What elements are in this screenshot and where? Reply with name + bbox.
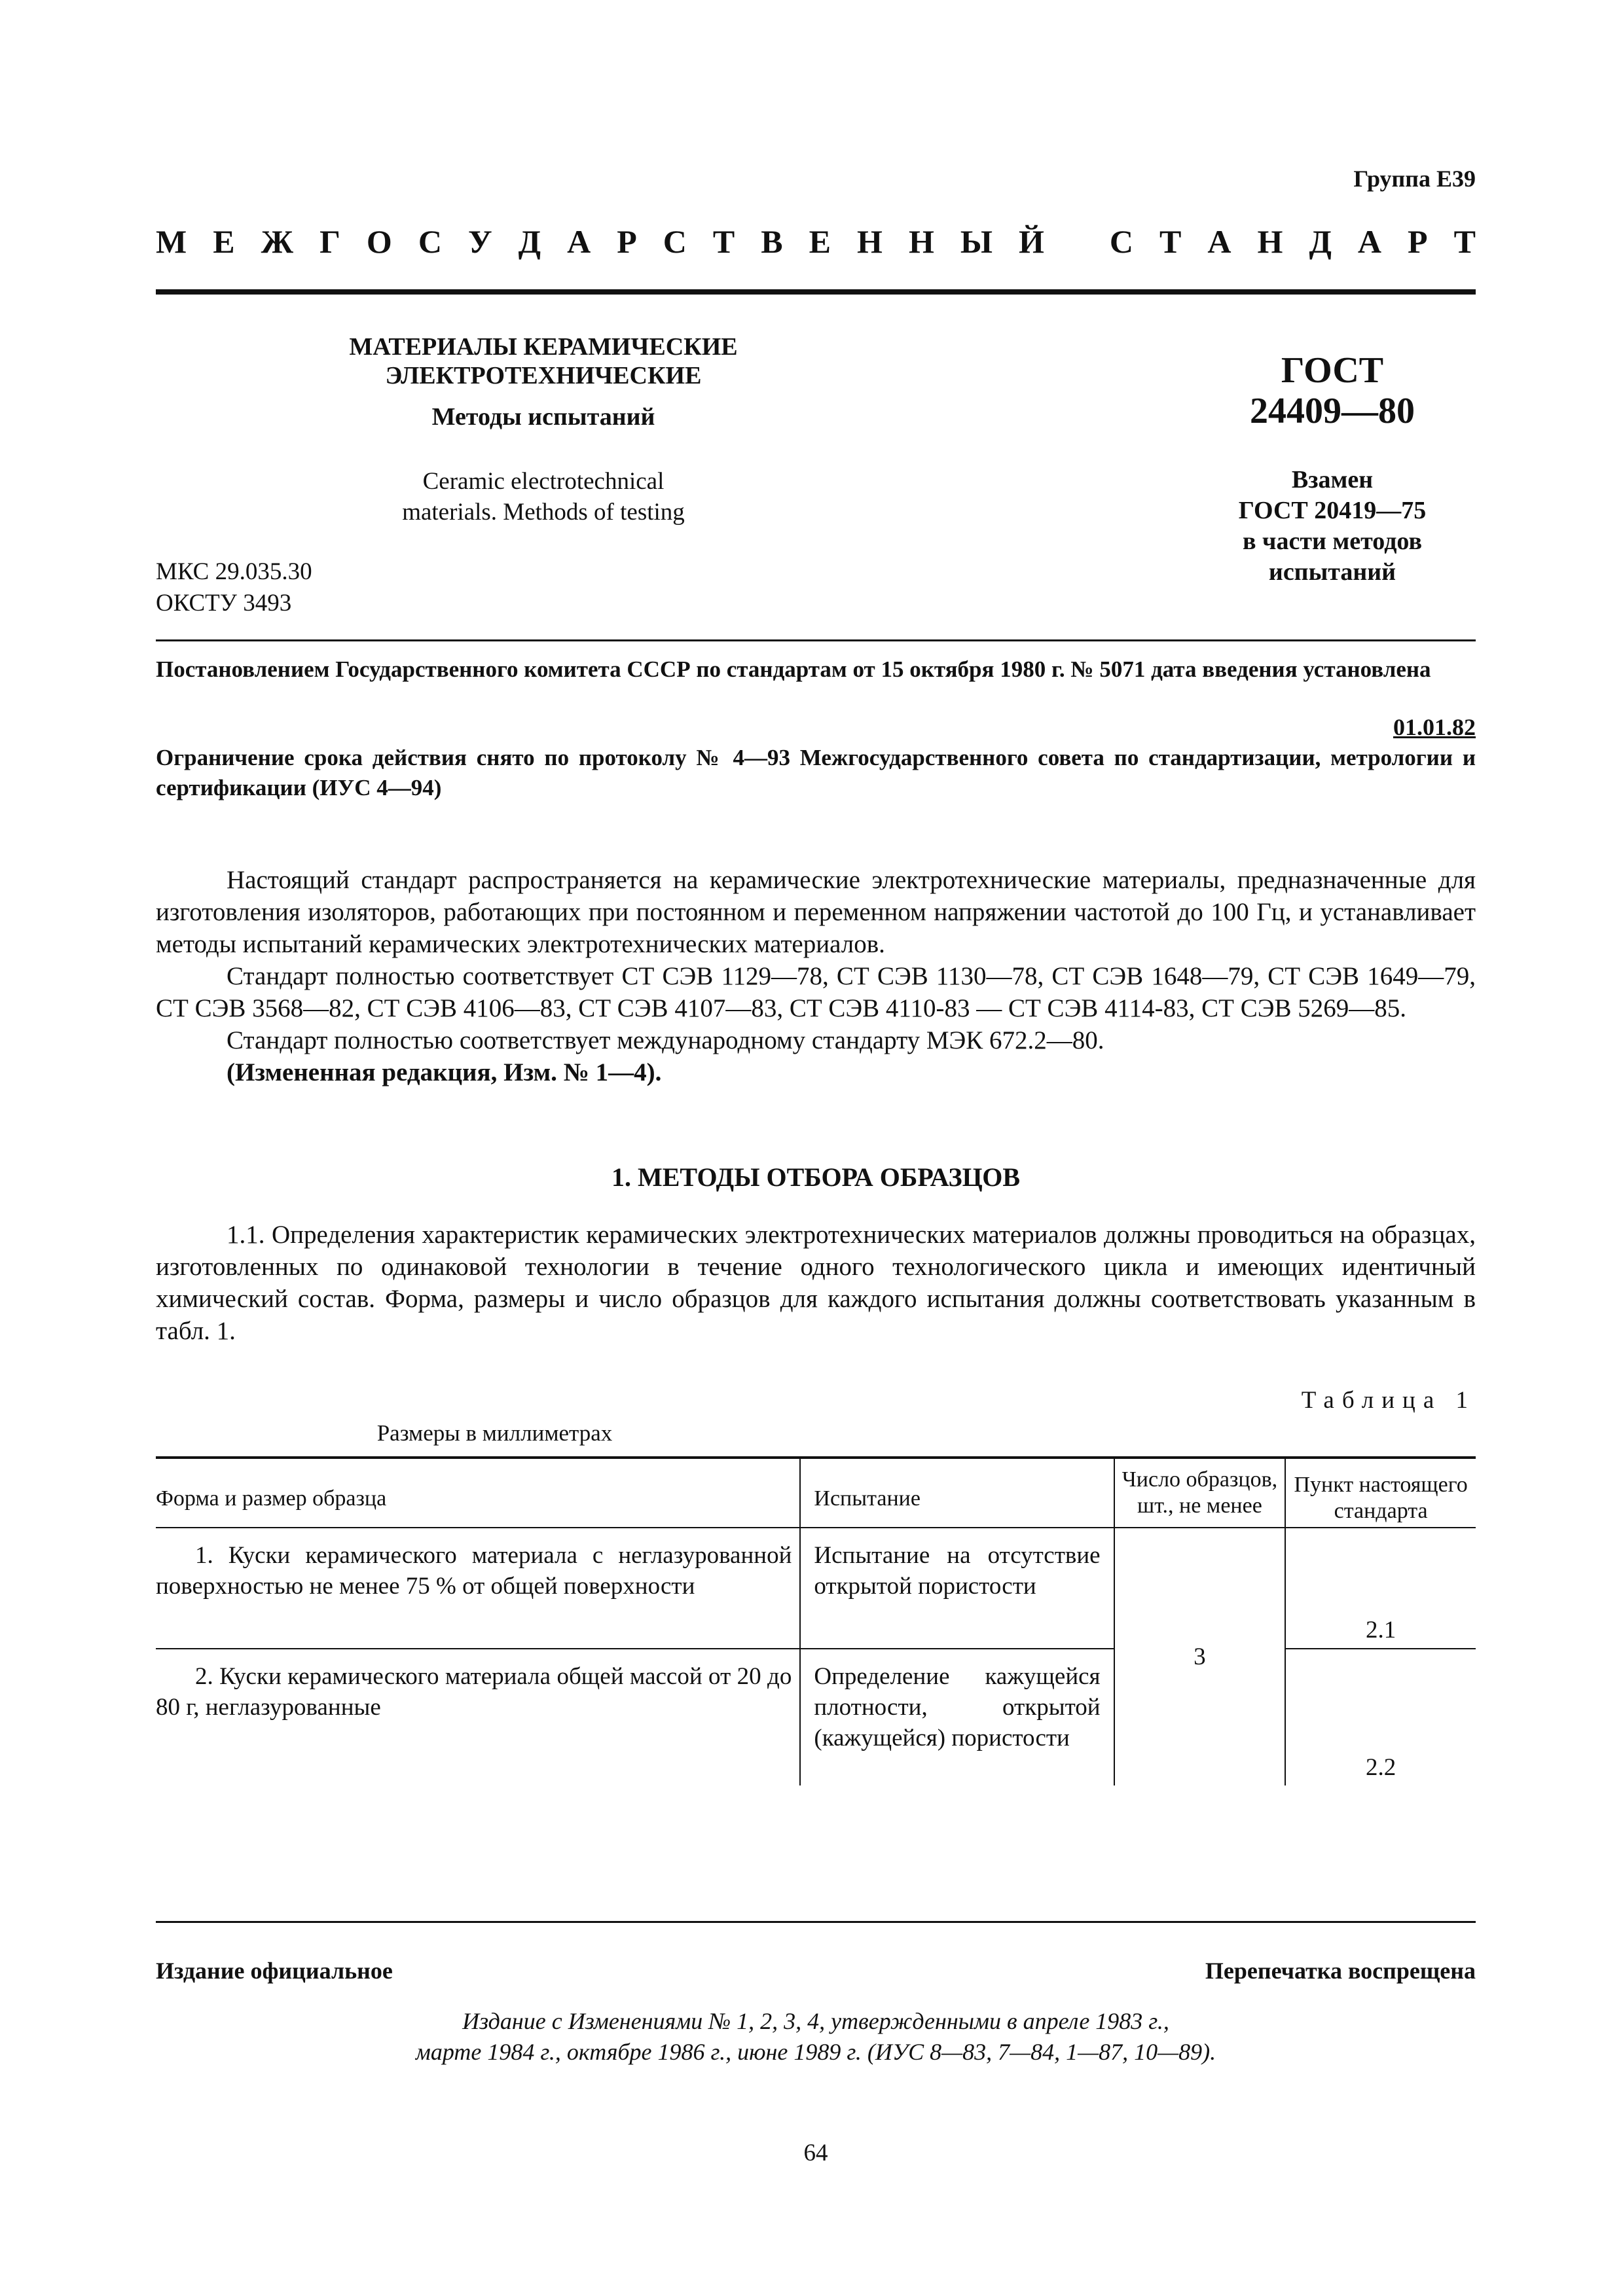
- replaces-line2: ГОСТ 20419—75: [1238, 497, 1427, 524]
- heading-letter: Н: [857, 223, 883, 260]
- changes-line2: марте 1984 г., октябре 1986 г., июне 1989 г. (ИУС 8—83, 7—84, 1—87, 10—89).: [415, 2039, 1216, 2065]
- intro-section: [156, 864, 1476, 1088]
- footer-divider: [156, 1921, 1476, 1923]
- table-cell-form: [156, 1528, 800, 1649]
- classification-codes: [156, 556, 312, 619]
- heading-letter: Н: [908, 223, 934, 260]
- interstate-standard-heading: [156, 223, 1476, 260]
- heading-letter: Р: [617, 223, 637, 260]
- heading-letter: [1070, 223, 1084, 260]
- document-subtitle: Методы испытаний: [431, 403, 655, 431]
- section-1-body: [156, 1219, 1476, 1347]
- heading-letter: Ж: [261, 223, 294, 260]
- samples-table: [156, 1456, 1476, 1785]
- table-header-cell: Форма и размер образца: [156, 1458, 800, 1528]
- heading-letter: Р: [1408, 223, 1428, 260]
- table-cell-form-text: 2. Куски керамического материала общей массой от 20 до 80 г, неглазурованные: [156, 1663, 792, 1721]
- replaces-block: [1188, 465, 1476, 588]
- heading-letter: Д: [518, 223, 541, 260]
- english-title-line1: Ceramic electrotechnical: [422, 468, 665, 495]
- table-header-cell: Пункт настоящего стандарта: [1285, 1458, 1476, 1528]
- table-cell-test: Определение кажущейся плотности, открытой (кажущейся) пористости: [800, 1649, 1114, 1785]
- document-title: МАТЕРИАЛЫ КЕРАМИЧЕСКИЕ ЭЛЕКТРОТЕХНИЧЕСКИЕ: [349, 333, 738, 389]
- heading-letter: С: [1109, 223, 1134, 260]
- amendment-note: (Измененная редакция, Изм. № 1—4).: [227, 1058, 662, 1086]
- intro-paragraph-2: Стандарт полностью соответствует СТ СЭВ 1129—78, СТ СЭВ 1130—78, СТ СЭВ 1648—79, СТ СЭВ 1649—79, СТ СЭВ 3568—82, СТ СЭВ 4106—83, СТ СЭВ 4107—83, СТ СЭВ 4110-83 — СТ СЭВ 4114-83, СТ СЭВ 5269—85.: [156, 962, 1476, 1022]
- gost-designation: [1208, 350, 1457, 431]
- heading-letter: А: [1207, 223, 1231, 260]
- replaces-line4: испытаний: [1268, 558, 1396, 586]
- decree-text: Постановлением Государственного комитета СССР по стандартам от 15 октября 1980 г. № 5071 дата введения установлена: [156, 656, 1431, 682]
- heading-letter: Н: [1257, 223, 1283, 260]
- heading-letter: Т: [712, 223, 735, 260]
- replaces-line3: в части методов: [1243, 528, 1422, 555]
- table-cell-count: 3: [1114, 1528, 1286, 1785]
- introduction-date: 01.01.82: [1393, 714, 1476, 740]
- heading-letter: Ы: [960, 223, 993, 260]
- heading-letter: А: [567, 223, 591, 260]
- heading-letter: Г: [319, 223, 340, 260]
- table-cell-clause: 2.1: [1285, 1528, 1476, 1649]
- table-cell-clause: 2.2: [1285, 1649, 1476, 1785]
- heading-letter: С: [418, 223, 442, 260]
- intro-paragraph-3: Стандарт полностью соответствует международному стандарту МЭК 672.2—80.: [227, 1026, 1104, 1054]
- table-units: Размеры в миллиметрах: [376, 1420, 613, 1446]
- reprint-prohibited-label: Перепечатка воспрещена: [1205, 1958, 1476, 1984]
- group-label: Группа Е39: [1353, 166, 1476, 192]
- heading-letter: Й: [1018, 223, 1044, 260]
- table-caption: Таблица 1: [1301, 1387, 1476, 1414]
- header-divider: [156, 289, 1476, 295]
- heading-letter: В: [761, 223, 783, 260]
- edition-changes-note: [156, 2006, 1476, 2068]
- gost-label: ГОСТ: [1281, 350, 1384, 391]
- section-1-title: 1. МЕТОДЫ ОТБОРА ОБРАЗЦОВ: [611, 1162, 1021, 1192]
- heading-letter: У: [467, 223, 492, 260]
- heading-letter: Е: [809, 223, 831, 260]
- heading-letter: А: [1357, 223, 1381, 260]
- official-edition-label: Издание официальное: [156, 1958, 393, 1984]
- limit-removal-text: Ограничение срока действия снято по протоколу № 4—93 Межгосударственного совета по стандартизации, метрологии и сертификации (ИУС 4—94): [156, 745, 1476, 800]
- table-header-cell: Испытание: [800, 1458, 1114, 1528]
- table-row: [156, 1528, 1476, 1649]
- heading-letter: Т: [1159, 223, 1182, 260]
- gost-number: 24409—80: [1250, 391, 1415, 431]
- table-cell-form-text: 1. Куски керамического материала с неглазурованной поверхностью не менее 75 % от общей поверхности: [156, 1542, 792, 1600]
- intro-paragraph-1: Настоящий стандарт распространяется на керамические электротехнические материалы, предназначенные для изготовления изоляторов, работающих при постоянном и переменном напряжении частотой до 100 Гц, и устанавливает методы испытаний керамических электротехнических материалов.: [156, 866, 1476, 958]
- table-cell-form: [156, 1649, 800, 1785]
- table-header-cell: Число образцов, шт., не менее: [1114, 1458, 1286, 1528]
- table-cell-test: Испытание на отсутствие открытой пористости: [800, 1528, 1114, 1649]
- mks-code: МКС 29.035.30: [156, 558, 312, 585]
- okstu-code: ОКСТУ 3493: [156, 590, 292, 617]
- heading-letter: Е: [213, 223, 235, 260]
- page-number: 64: [803, 2140, 828, 2166]
- heading-letter: О: [366, 223, 392, 260]
- replaces-line1: Взамен: [1291, 466, 1374, 493]
- changes-line1: Издание с Изменениями № 1, 2, 3, 4, утвержденными в апреле 1983 г.,: [462, 2008, 1169, 2034]
- english-title: [249, 466, 838, 528]
- heading-letter: Т: [1453, 223, 1476, 260]
- table-header-row: [156, 1458, 1476, 1528]
- english-title-line2: materials. Methods of testing: [402, 499, 685, 526]
- heading-letter: Д: [1309, 223, 1332, 260]
- section-1-paragraph: 1.1. Определения характеристик керамических электротехнических материалов должны проводиться на образцах, изготовленных по одинаковой технологии в течение одного технологического цикла и имеющих идентичный химический состав. Форма, размеры и число образцов для каждого испытания должны соответствовать указанным в табл. 1.: [156, 1221, 1476, 1345]
- title-divider: [156, 639, 1476, 641]
- heading-letter: С: [663, 223, 687, 260]
- heading-letter: М: [156, 223, 187, 260]
